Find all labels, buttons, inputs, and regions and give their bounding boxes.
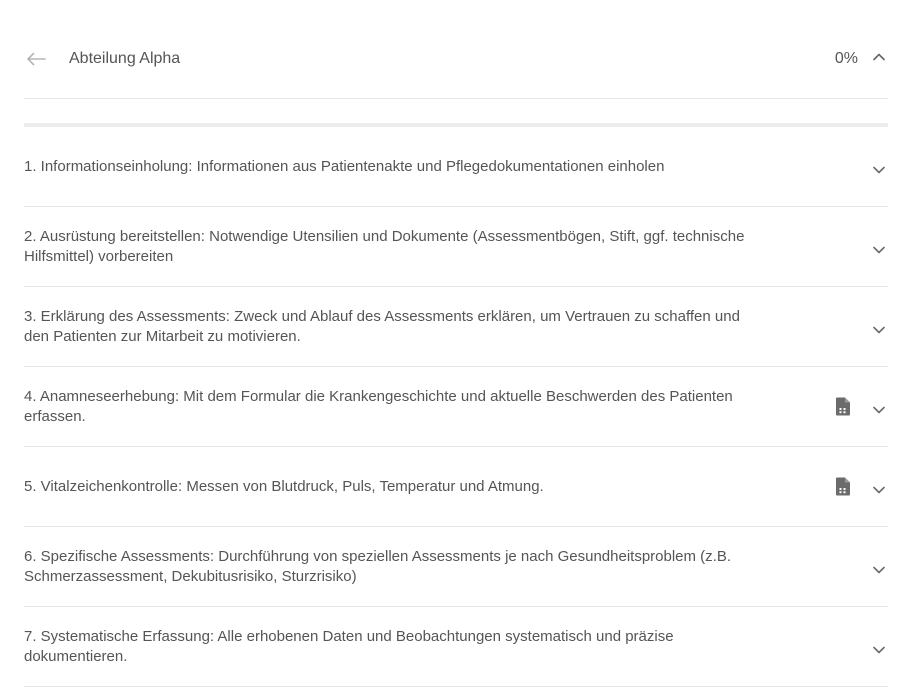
step-label: 2. Ausrüstung bereitstellen: Notwendige Utensilien und Dokumente (Assessmentbögen, Stift, ggf. technische Hilfsmittel) vorbereiten [24, 227, 745, 265]
chevron-down-icon[interactable] [870, 320, 888, 340]
document-icon[interactable] [834, 397, 852, 417]
step-label: 7. Systematische Erfassung: Alle erhobenen Daten und Beobachtungen systematisch und präzise dokumentieren. [24, 627, 674, 665]
chevron-up-icon [873, 53, 885, 61]
back-button[interactable] [24, 47, 48, 71]
step-actions [834, 447, 888, 526]
checklist-step-1[interactable] [24, 127, 888, 207]
collapse-button[interactable] [870, 47, 888, 67]
step-actions [870, 607, 888, 686]
chevron-down-icon[interactable] [870, 240, 888, 260]
checklist-step-5[interactable] [24, 447, 888, 527]
progress-percentage: 0% [834, 50, 858, 67]
checklist-steps [24, 127, 888, 687]
arrow-left-icon [26, 52, 46, 66]
step-actions [870, 207, 888, 286]
step-label: 6. Spezifische Assessments: Durchführung von speziellen Assessments je nach Gesundheitsproblem (z.B. Schmerzassessment, Dekubitusrisiko, Sturzrisiko) [24, 547, 732, 585]
checklist-step-3[interactable] [24, 287, 888, 367]
chevron-down-icon[interactable] [870, 480, 888, 500]
page-title: Abteilung Alpha [69, 50, 181, 67]
checklist-step-2[interactable] [24, 207, 888, 287]
step-label: 1. Informationseinholung: Informationen aus Patientenakte und Pflegedokumentationen einholen [24, 157, 665, 175]
checklist-step-7[interactable] [24, 607, 888, 687]
document-icon[interactable] [834, 477, 852, 497]
chevron-down-icon[interactable] [870, 400, 888, 420]
chevron-down-icon[interactable] [870, 560, 888, 580]
step-actions [870, 127, 888, 206]
step-actions [870, 287, 888, 366]
step-label: 4. Anamneseerhebung: Mit dem Formular die Krankengeschichte und aktuelle Beschwerden des Patienten erfassen. [24, 387, 733, 425]
header [24, 0, 888, 99]
chevron-down-icon[interactable] [870, 640, 888, 660]
checklist-step-6[interactable] [24, 527, 888, 607]
step-label: 3. Erklärung des Assessments: Zweck und Ablauf des Assessments erklären, um Vertrauen zu schaffen und den Patienten zur Mitarbeit zu motivieren. [24, 307, 740, 345]
step-actions [834, 367, 888, 446]
checklist-step-4[interactable] [24, 367, 888, 447]
step-label: 5. Vitalzeichenkontrolle: Messen von Blutdruck, Puls, Temperatur und Atmung. [24, 477, 544, 495]
step-actions [870, 527, 888, 606]
chevron-down-icon[interactable] [870, 160, 888, 180]
